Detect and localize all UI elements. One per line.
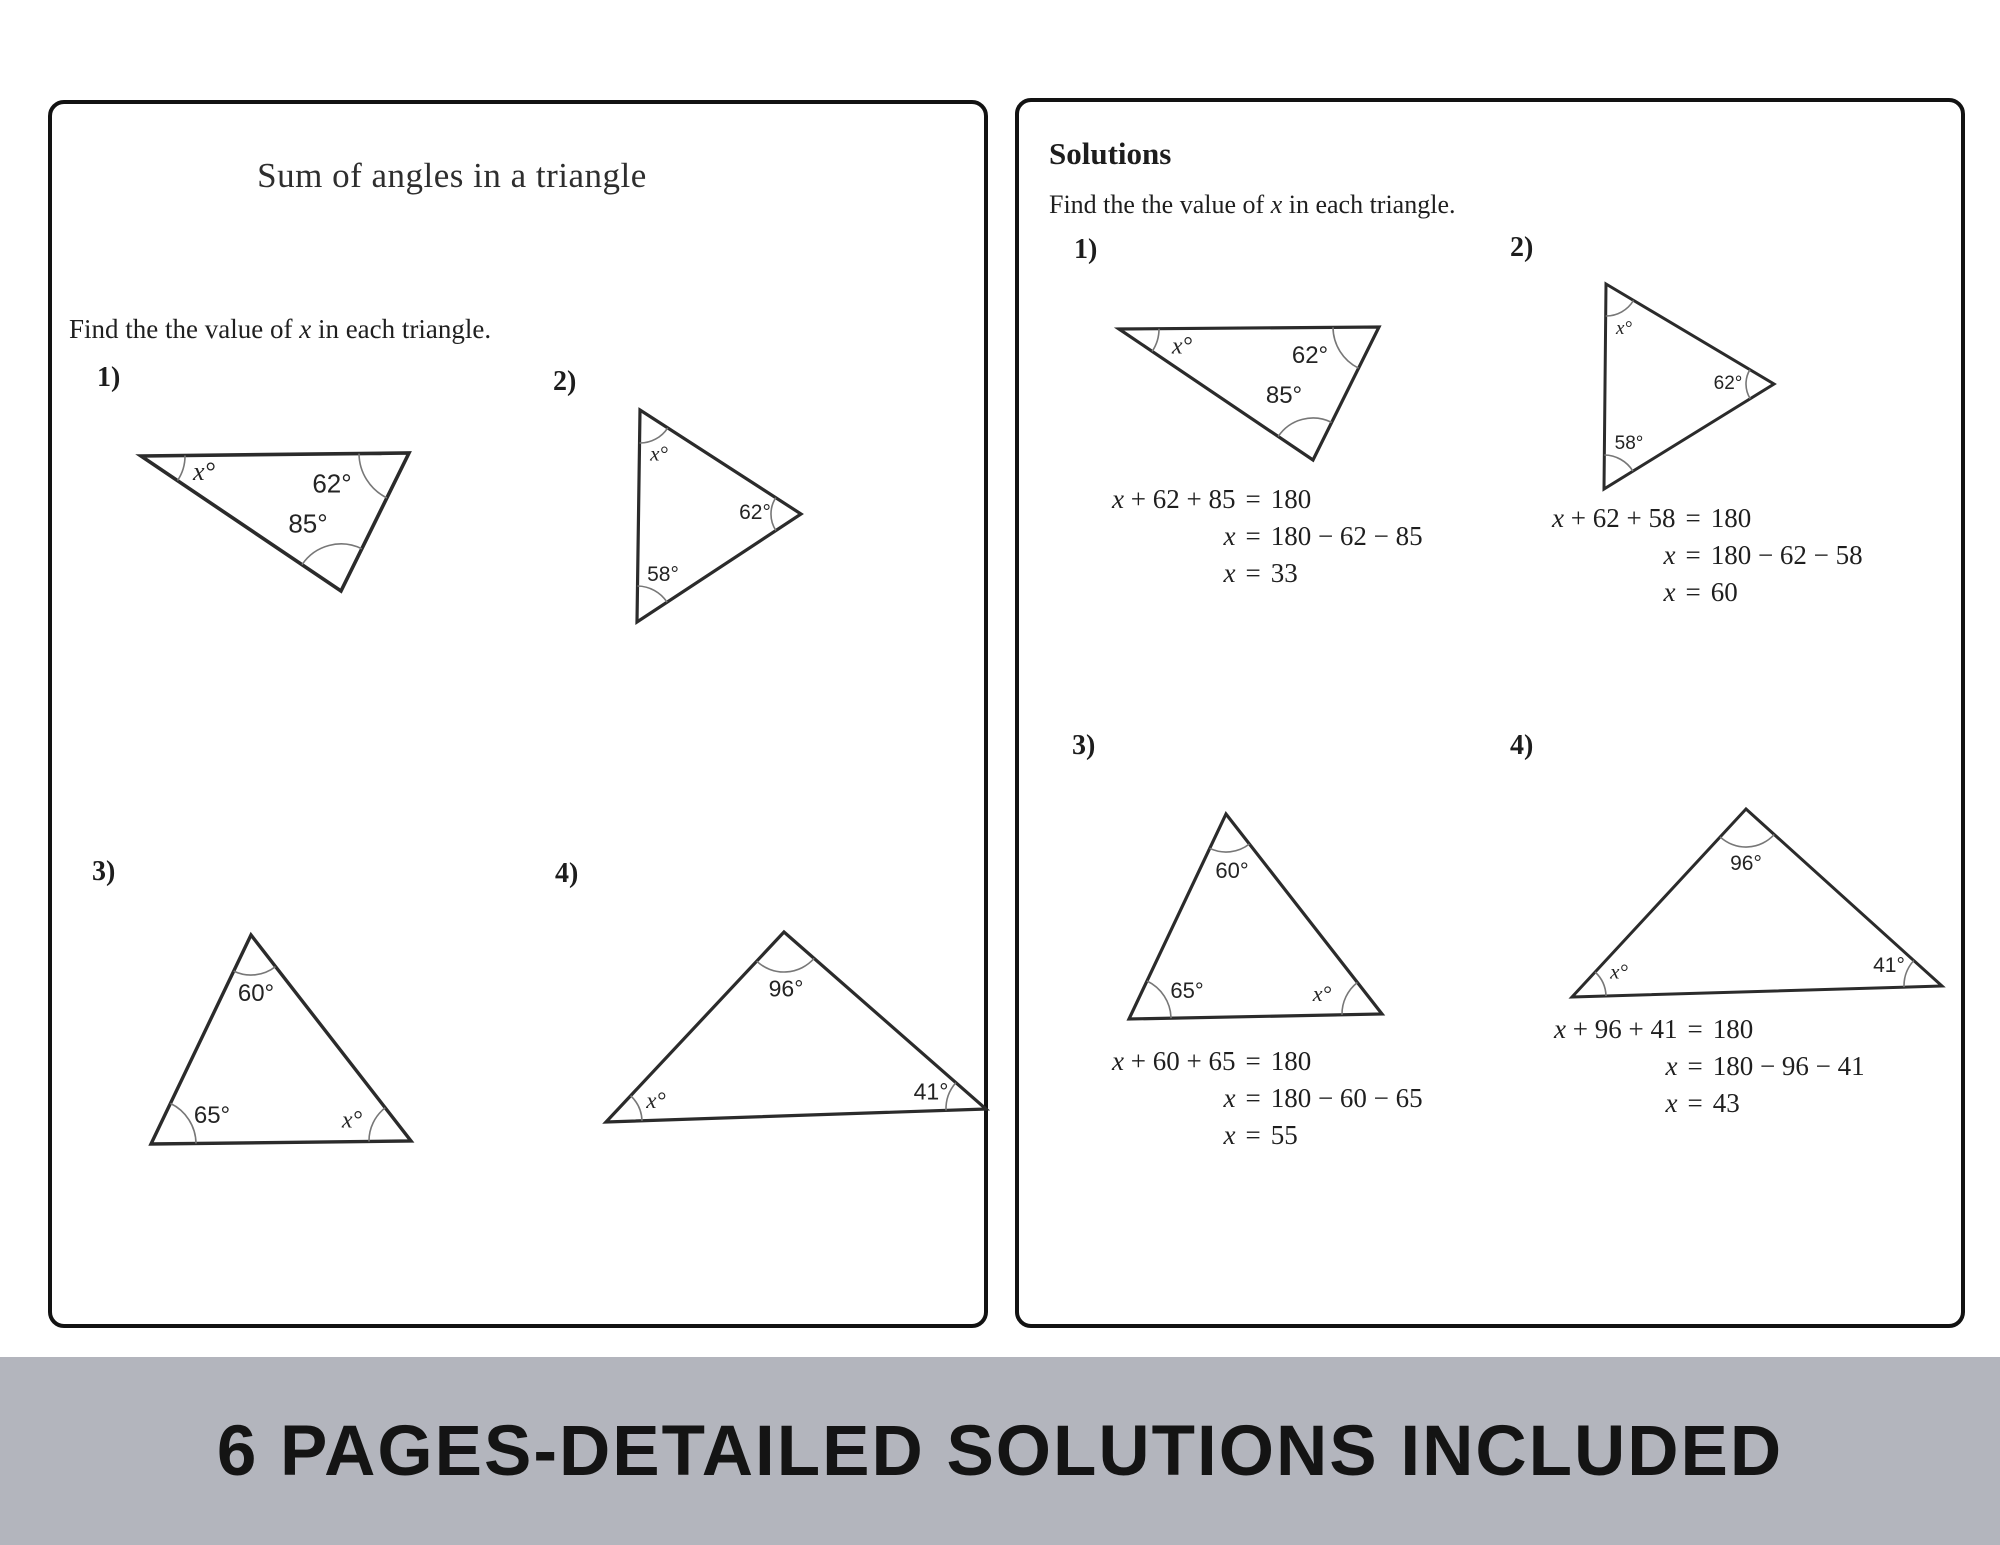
equation-lhs: x + 60 + 65 [1112,1046,1236,1076]
triangle-drawing-1 [129,439,424,609]
solution-2-label: 2) [1510,232,1534,263]
equation-rhs: 180 − 60 − 65 [1270,1083,1423,1113]
problem-3-label: 3) [92,856,116,887]
angle-label: x° [646,1088,666,1113]
equation-rhs: 60 [1710,577,1738,607]
equals-sign: = [1685,577,1701,607]
equation-rhs: 180 − 96 − 41 [1712,1051,1865,1081]
solution-steps-2 [1552,503,1863,608]
angle-label: 85° [288,508,328,539]
worksheet-page [48,100,988,1328]
angle-label: 96° [1730,852,1762,875]
angle-label: 41° [1873,954,1905,977]
angle-label: 96° [768,975,804,1002]
equation-lhs: x [1223,521,1236,551]
angle-label: x° [650,441,668,466]
problem-1-label: 1) [97,362,121,393]
equation-lhs: x [1663,540,1676,570]
angle-label: 41° [913,1078,949,1105]
angle-label: x° [1615,318,1633,339]
equals-sign: = [1685,503,1701,533]
equals-sign: = [1245,1120,1261,1150]
solution-triangle-4 [1564,801,1954,1006]
equation-lhs: x [1665,1051,1678,1081]
instruction-text: Find the the value of x in each triangle. [69,314,492,344]
equation-lhs: x [1223,1083,1236,1113]
equation-lhs: x + 62 + 58 [1552,503,1676,533]
equals-sign: = [1685,540,1701,570]
solution-triangle-3 [1122,806,1397,1028]
equals-sign: = [1687,1051,1703,1081]
angle-label: 62° [1291,342,1329,369]
equation-rhs: 43 [1712,1088,1740,1118]
solutions-page [1015,98,1965,1328]
triangle-drawing-s2 [1598,276,1788,498]
angle-label: 65° [193,1102,231,1129]
solution-1-label: 1) [1074,234,1098,265]
equals-sign: = [1245,1083,1261,1113]
solutions-title: Solutions [1049,136,1172,171]
angle-label: 62° [739,501,771,524]
angle-label: x° [1171,333,1193,360]
equation-rhs: 180 [1270,484,1312,514]
equals-sign: = [1687,1014,1703,1044]
equals-sign: = [1245,558,1261,588]
angle-label: x° [341,1107,363,1134]
equation-lhs: x + 96 + 41 [1554,1014,1678,1044]
triangle-figure-3 [144,926,424,1156]
angle-label: 58° [647,563,679,586]
angle-label: x° [1312,981,1332,1006]
angle-label: 60° [1215,858,1249,883]
equals-sign: = [1245,521,1261,551]
equation-rhs: 180 [1710,503,1752,533]
equation-lhs: x [1223,558,1236,588]
triangle-drawing-3 [144,926,424,1156]
equals-sign: = [1245,484,1261,514]
solution-triangle-2 [1598,276,1788,498]
triangle-figure-2 [629,402,814,632]
equals-sign: = [1245,1046,1261,1076]
angle-label: x° [193,457,215,486]
equation-lhs: x [1663,577,1676,607]
solution-3-label: 3) [1072,730,1096,761]
angle-label: 60° [237,980,275,1007]
triangle-drawing-s3 [1122,806,1397,1028]
equation-lhs: x + 62 + 85 [1112,484,1236,514]
solution-steps-1 [1112,484,1423,589]
triangle-figure-1 [129,439,424,609]
equation-rhs: 33 [1270,558,1298,588]
angle-label: 85° [1265,382,1303,409]
angle-label: 62° [312,468,352,499]
equation-lhs: x [1223,1120,1236,1150]
angle-label: 58° [1614,433,1644,454]
banner-text: 6 PAGES-DETAILED SOLUTIONS INCLUDED [216,1411,1784,1491]
equation-lhs: x [1665,1088,1678,1118]
equation-rhs: 180 − 62 − 85 [1270,521,1423,551]
problem-2-label: 2) [553,366,577,397]
equation-rhs: 180 [1712,1014,1754,1044]
instruction-text: Find the the value of x in each triangle. [1049,190,1456,219]
triangle-drawing-2 [629,402,814,632]
triangle-drawing-s1 [1112,319,1392,469]
angle-label: 65° [1170,978,1204,1003]
equals-sign: = [1687,1088,1703,1118]
angle-label: x° [1610,959,1628,984]
equation-rhs: 180 − 62 − 58 [1710,540,1863,570]
solution-triangle-1 [1112,319,1392,469]
solution-steps-3 [1112,1046,1423,1151]
equation-rhs: 180 [1270,1046,1312,1076]
promo-banner [0,1357,2000,1545]
problem-4-label: 4) [555,858,579,889]
page-title: Sum of angles in a triangle [257,156,647,195]
solution-steps-4 [1554,1014,1865,1119]
angle-label: 62° [1713,373,1743,394]
equation-rhs: 55 [1270,1120,1298,1150]
solution-4-label: 4) [1510,730,1534,761]
triangle-figure-4 [599,924,994,1129]
